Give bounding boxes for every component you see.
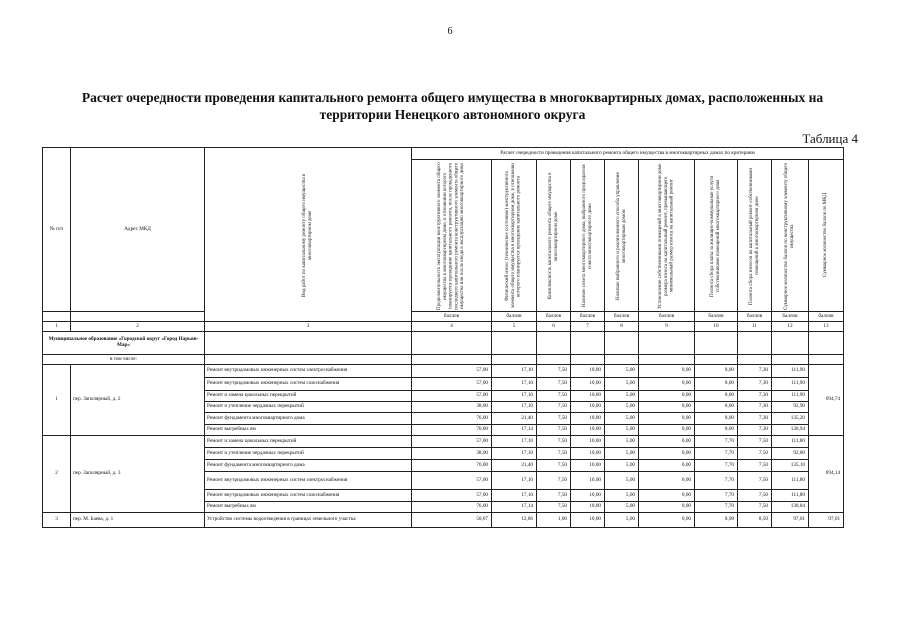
empty-cell bbox=[605, 332, 639, 355]
work-type-cell: Ремонт внутридомовых инженерных систем газоснабжения bbox=[205, 490, 412, 502]
score-cell: 10,00 bbox=[571, 365, 605, 378]
unit-cell: баллов bbox=[571, 312, 605, 322]
score-cell: 8,98 bbox=[695, 513, 738, 528]
header-row-group bbox=[43, 148, 844, 160]
score-cell: 0,00 bbox=[639, 490, 695, 502]
table-row bbox=[43, 436, 844, 448]
title-line-2: территории Ненецкого автономного округа bbox=[319, 107, 586, 122]
score-cell: 7,50 bbox=[537, 436, 571, 448]
score-cell: 76,00 bbox=[412, 502, 492, 513]
header-criterion-5 bbox=[492, 160, 537, 312]
header-criterion-text: Полнота сбора взносов на капитальный ремонт собственниками помещений в многоквартирном доме bbox=[748, 166, 760, 305]
score-cell: 10,00 bbox=[571, 513, 605, 528]
empty-cell bbox=[772, 332, 809, 355]
score-cell: 10,00 bbox=[571, 490, 605, 502]
header-criterion-text: Полнота сбора платы за жилищно-коммунальные услуги собственниками помещений многоквартирного дома bbox=[710, 174, 721, 297]
score-cell: 17,10 bbox=[492, 448, 537, 460]
score-cell: 7,30 bbox=[738, 391, 772, 402]
score-cell: 130,94 bbox=[772, 425, 809, 436]
score-cell: 5,00 bbox=[605, 490, 639, 502]
header-row-units bbox=[43, 312, 844, 322]
unit-cell: баллов bbox=[492, 312, 537, 322]
empty-cell bbox=[809, 332, 844, 355]
municipality-row bbox=[43, 332, 844, 355]
header-criterion-text: Суммарное количество баллов по МКД bbox=[823, 193, 829, 278]
work-type-cell: Ремонт фундамента многоквартирного дома bbox=[205, 413, 412, 425]
house-total-cell: 97,01 bbox=[809, 513, 844, 528]
unit-cell-empty-1 bbox=[43, 312, 71, 322]
score-cell: 0,00 bbox=[639, 365, 695, 378]
score-cell: 10,00 bbox=[571, 391, 605, 402]
house-total-cell: 694,74 bbox=[809, 365, 844, 436]
score-cell: 7,50 bbox=[738, 472, 772, 490]
empty-cell bbox=[695, 332, 738, 355]
score-cell: 0,00 bbox=[639, 391, 695, 402]
page-number: 6 bbox=[447, 26, 453, 37]
score-cell: 7,50 bbox=[738, 460, 772, 472]
score-cell: 0,00 bbox=[639, 436, 695, 448]
score-cell: 57,00 bbox=[412, 365, 492, 378]
score-cell: 38,00 bbox=[412, 448, 492, 460]
score-cell: 7,50 bbox=[738, 502, 772, 513]
score-cell: 8,00 bbox=[695, 378, 738, 391]
work-type-cell: Ремонт и замена цокольных перекрытий bbox=[205, 436, 412, 448]
score-cell: 5,00 bbox=[605, 460, 639, 472]
score-cell: 8,00 bbox=[695, 365, 738, 378]
score-cell: 10,00 bbox=[571, 402, 605, 413]
header-criterion-text: Наличие совета многоквартирного дома, выбранного председателя совета многоквартирного дома bbox=[581, 164, 593, 307]
score-cell: 76,00 bbox=[412, 413, 492, 425]
score-cell: 7,50 bbox=[738, 436, 772, 448]
score-cell: 5,00 bbox=[605, 365, 639, 378]
colnum-cell: 6 bbox=[537, 322, 571, 332]
score-cell: 7,50 bbox=[537, 472, 571, 490]
score-cell: 7,70 bbox=[695, 448, 738, 460]
empty-cell bbox=[492, 355, 537, 365]
header-criterion-13 bbox=[809, 160, 844, 312]
score-cell: 17,10 bbox=[492, 490, 537, 502]
score-cell: 5,00 bbox=[605, 425, 639, 436]
score-cell: 57,00 bbox=[412, 472, 492, 490]
colnum-cell: 11 bbox=[738, 322, 772, 332]
score-cell: 5,00 bbox=[605, 402, 639, 413]
score-cell: 17,14 bbox=[492, 502, 537, 513]
table-row bbox=[43, 513, 844, 528]
empty-cell bbox=[537, 332, 571, 355]
header-criterion-12 bbox=[772, 160, 809, 312]
score-cell: 0,00 bbox=[639, 402, 695, 413]
colnum-cell: 8 bbox=[605, 322, 639, 332]
empty-cell bbox=[205, 332, 412, 355]
score-cell: 7,50 bbox=[537, 460, 571, 472]
empty-cell bbox=[537, 355, 571, 365]
unit-cell-empty-2 bbox=[71, 312, 205, 322]
score-cell: 17,10 bbox=[492, 378, 537, 391]
score-cell: 135,20 bbox=[772, 413, 809, 425]
score-cell: 111,90 bbox=[772, 378, 809, 391]
unit-cell: баллов bbox=[605, 312, 639, 322]
score-cell: 8,00 bbox=[695, 413, 738, 425]
score-cell: 130,84 bbox=[772, 502, 809, 513]
score-cell: 0,00 bbox=[639, 502, 695, 513]
score-cell: 111,80 bbox=[772, 490, 809, 502]
empty-cell bbox=[809, 355, 844, 365]
score-cell: 7,50 bbox=[537, 391, 571, 402]
empty-cell bbox=[412, 355, 492, 365]
colnum-cell: 9 bbox=[639, 322, 695, 332]
score-cell: 7,50 bbox=[537, 490, 571, 502]
score-cell: 135,10 bbox=[772, 460, 809, 472]
score-cell: 5,00 bbox=[605, 502, 639, 513]
colnum-cell: 5 bbox=[492, 322, 537, 332]
score-cell: 12,86 bbox=[492, 513, 537, 528]
score-cell: 7,70 bbox=[695, 460, 738, 472]
house-number-cell: 1 bbox=[43, 365, 71, 436]
score-cell: 5,00 bbox=[605, 436, 639, 448]
header-work-type-text: Вид работ по капитальному ремонту общего имущества в многоквартирном доме bbox=[302, 172, 313, 297]
empty-cell bbox=[639, 355, 695, 365]
colnum-cell: 10 bbox=[695, 322, 738, 332]
score-cell: 5,00 bbox=[605, 378, 639, 391]
score-cell: 7,30 bbox=[738, 425, 772, 436]
score-cell: 111,80 bbox=[772, 436, 809, 448]
score-cell: 17,14 bbox=[492, 425, 537, 436]
colnum-cell: 3 bbox=[205, 322, 412, 332]
score-cell: 7,70 bbox=[695, 490, 738, 502]
header-work-type bbox=[205, 148, 412, 322]
work-type-cell: Ремонт выгребных ям bbox=[205, 425, 412, 436]
score-cell: 57,00 bbox=[412, 391, 492, 402]
score-cell: 10,00 bbox=[571, 378, 605, 391]
header-criterion-11 bbox=[738, 160, 772, 312]
priority-table bbox=[42, 147, 844, 528]
unit-cell: баллов bbox=[412, 312, 492, 322]
header-criterion-7 bbox=[571, 160, 605, 312]
score-cell: 21,40 bbox=[492, 460, 537, 472]
work-type-cell: Ремонт фундамента многоквартирного дома bbox=[205, 460, 412, 472]
score-cell: 10,00 bbox=[571, 448, 605, 460]
score-cell: 76,00 bbox=[412, 460, 492, 472]
header-criterion-text: Комплексность капитального ремонта общего имущества в многоквартирном доме bbox=[547, 172, 559, 299]
score-cell: 10,00 bbox=[571, 502, 605, 513]
score-cell: 1,00 bbox=[537, 513, 571, 528]
unit-cell: баллов bbox=[639, 312, 695, 322]
header-criterion-text: Физический износ (техническое состояние) конструктивного элемента общего имущества в многоквартирном доме, в отношении которого планируется проведение капитального ремонта bbox=[505, 163, 522, 308]
score-cell: 50,67 bbox=[412, 513, 492, 528]
score-cell: 21,40 bbox=[492, 413, 537, 425]
empty-cell bbox=[605, 355, 639, 365]
empty-cell bbox=[772, 355, 809, 365]
score-cell: 7,70 bbox=[695, 502, 738, 513]
empty-cell bbox=[695, 355, 738, 365]
score-cell: 10,00 bbox=[571, 472, 605, 490]
header-criterion-6 bbox=[537, 160, 571, 312]
score-cell: 8,50 bbox=[738, 513, 772, 528]
score-cell: 5,00 bbox=[605, 391, 639, 402]
in-that-number-row bbox=[43, 355, 844, 365]
empty-cell bbox=[571, 332, 605, 355]
score-cell: 7,30 bbox=[738, 378, 772, 391]
house-address-cell: пер. М. Баева, д. 1 bbox=[71, 513, 205, 528]
empty-cell bbox=[205, 355, 412, 365]
score-cell: 5,00 bbox=[605, 448, 639, 460]
header-num: № п/п bbox=[43, 148, 71, 312]
score-cell: 7,50 bbox=[537, 365, 571, 378]
house-total-cell: 694,14 bbox=[809, 436, 844, 513]
unit-cell: баллов bbox=[537, 312, 571, 322]
score-cell: 0,00 bbox=[639, 413, 695, 425]
work-type-cell: Устройство системы водоотведения в границах земельного участка bbox=[205, 513, 412, 528]
score-cell: 76,00 bbox=[412, 425, 492, 436]
score-cell: 7,50 bbox=[738, 490, 772, 502]
document-title bbox=[60, 89, 845, 123]
score-cell: 17,10 bbox=[492, 436, 537, 448]
score-cell: 5,00 bbox=[605, 413, 639, 425]
score-cell: 17,10 bbox=[492, 402, 537, 413]
score-cell: 10,00 bbox=[571, 460, 605, 472]
header-criterion-text: Продолжительность эксплуатации конструктивного элемента общего имущества в многоквартирном доме, в отношении которого планируется проведение капитального ремонта, после проведенного последнего капитального ремонта конструктивного элемента общего имущества или после ввода в эксплуатацию многоквартирного дома bbox=[437, 161, 466, 310]
score-cell: 17,10 bbox=[492, 391, 537, 402]
score-cell: 0,00 bbox=[639, 425, 695, 436]
header-criterion-text: Установление собственниками помещений в многоквартирном доме размера взноса на капитальный ремонт, превышающего минимальный размер взноса на капитальный ремонт bbox=[657, 162, 675, 309]
score-cell: 7,50 bbox=[537, 425, 571, 436]
score-cell: 111,80 bbox=[772, 472, 809, 490]
empty-cell bbox=[412, 332, 492, 355]
score-cell: 10,00 bbox=[571, 436, 605, 448]
score-cell: 0,00 bbox=[639, 448, 695, 460]
work-type-cell: Ремонт выгребных ям bbox=[205, 502, 412, 513]
score-cell: 111,90 bbox=[772, 391, 809, 402]
score-cell: 0,00 bbox=[639, 472, 695, 490]
unit-cell: баллов bbox=[772, 312, 809, 322]
score-cell: 92,80 bbox=[772, 448, 809, 460]
score-cell: 0,00 bbox=[639, 460, 695, 472]
score-cell: 57,00 bbox=[412, 490, 492, 502]
header-criterion-text: Наличие выбранного и реализованного способа управления многоквартирным домом bbox=[615, 171, 627, 300]
score-cell: 7,50 bbox=[537, 502, 571, 513]
score-cell: 10,00 bbox=[571, 413, 605, 425]
header-address: Адрес МКД bbox=[71, 148, 205, 312]
score-cell: 0,00 bbox=[639, 378, 695, 391]
score-cell: 7,30 bbox=[738, 365, 772, 378]
table-row bbox=[43, 365, 844, 378]
header-row-colnums bbox=[43, 322, 844, 332]
score-cell: 7,50 bbox=[537, 378, 571, 391]
unit-cell: баллов bbox=[809, 312, 844, 322]
score-cell: 5,00 bbox=[605, 513, 639, 528]
score-cell: 7,30 bbox=[738, 413, 772, 425]
header-criterion-10 bbox=[695, 160, 738, 312]
colnum-cell: 12 bbox=[772, 322, 809, 332]
score-cell: 92,90 bbox=[772, 402, 809, 413]
score-cell: 8,00 bbox=[695, 402, 738, 413]
score-cell: 5,00 bbox=[605, 472, 639, 490]
score-cell: 17,10 bbox=[492, 472, 537, 490]
score-cell: 111,90 bbox=[772, 365, 809, 378]
score-cell: 7,50 bbox=[537, 402, 571, 413]
score-cell: 7,50 bbox=[537, 448, 571, 460]
header-criteria-group: Расчет очередности проведения капитального ремонта общего имущества в многоквартирных домах по критериям bbox=[412, 148, 844, 160]
score-cell: 7,30 bbox=[738, 402, 772, 413]
in-that-number-cell: в том числе: bbox=[43, 355, 205, 365]
work-type-cell: Ремонт и замена цокольных перекрытий bbox=[205, 391, 412, 402]
colnum-cell: 7 bbox=[571, 322, 605, 332]
work-type-cell: Ремонт и утепление чердачных перекрытий bbox=[205, 448, 412, 460]
score-cell: 7,70 bbox=[695, 472, 738, 490]
score-cell: 7,50 bbox=[537, 413, 571, 425]
header-criterion-4 bbox=[412, 160, 492, 312]
empty-cell bbox=[738, 355, 772, 365]
score-cell: 10,00 bbox=[571, 425, 605, 436]
empty-cell bbox=[492, 332, 537, 355]
work-type-cell: Ремонт внутридомовых инженерных систем электроснабжения bbox=[205, 365, 412, 378]
title-line-1: Расчет очередности проведения капитального ремонта общего имущества в многоквартирных домах, расположенных на bbox=[81, 90, 824, 105]
house-number-cell: 2 bbox=[43, 436, 71, 513]
score-cell: 57,00 bbox=[412, 436, 492, 448]
score-cell: 0,00 bbox=[639, 513, 695, 528]
house-address-cell: пер. Заполярный, д. 2 bbox=[71, 365, 205, 436]
score-cell: 7,50 bbox=[738, 448, 772, 460]
score-cell: 17,10 bbox=[492, 365, 537, 378]
house-address-cell: пер. Заполярный, д. 3 bbox=[71, 436, 205, 513]
score-cell: 38,00 bbox=[412, 402, 492, 413]
score-cell: 8,00 bbox=[695, 425, 738, 436]
score-cell: 7,70 bbox=[695, 436, 738, 448]
work-type-cell: Ремонт внутридомовых инженерных систем газоснабжения bbox=[205, 378, 412, 391]
score-cell: 8,00 bbox=[695, 391, 738, 402]
house-number-cell: 3 bbox=[43, 513, 71, 528]
unit-cell: баллов bbox=[738, 312, 772, 322]
colnum-cell: 2 bbox=[71, 322, 205, 332]
municipality-cell: Муниципальное образование «Городской округ «Город Нарьян-Мар» bbox=[43, 332, 205, 355]
colnum-cell: 1 bbox=[43, 322, 71, 332]
header-criterion-text: Суммарное количество баллов по конструктивному элементу общего имущества bbox=[784, 161, 795, 310]
colnum-cell: 13 bbox=[809, 322, 844, 332]
empty-cell bbox=[639, 332, 695, 355]
empty-cell bbox=[571, 355, 605, 365]
header-criterion-9 bbox=[639, 160, 695, 312]
table-label: Таблица 4 bbox=[802, 131, 858, 146]
unit-cell: баллов bbox=[695, 312, 738, 322]
empty-cell bbox=[738, 332, 772, 355]
header-criterion-8 bbox=[605, 160, 639, 312]
work-type-cell: Ремонт внутридомовых инженерных систем электроснабжения bbox=[205, 472, 412, 490]
score-cell: 57,00 bbox=[412, 378, 492, 391]
work-type-cell: Ремонт и утепление чердачных перекрытий bbox=[205, 402, 412, 413]
score-cell: 97,01 bbox=[772, 513, 809, 528]
colnum-cell: 4 bbox=[412, 322, 492, 332]
